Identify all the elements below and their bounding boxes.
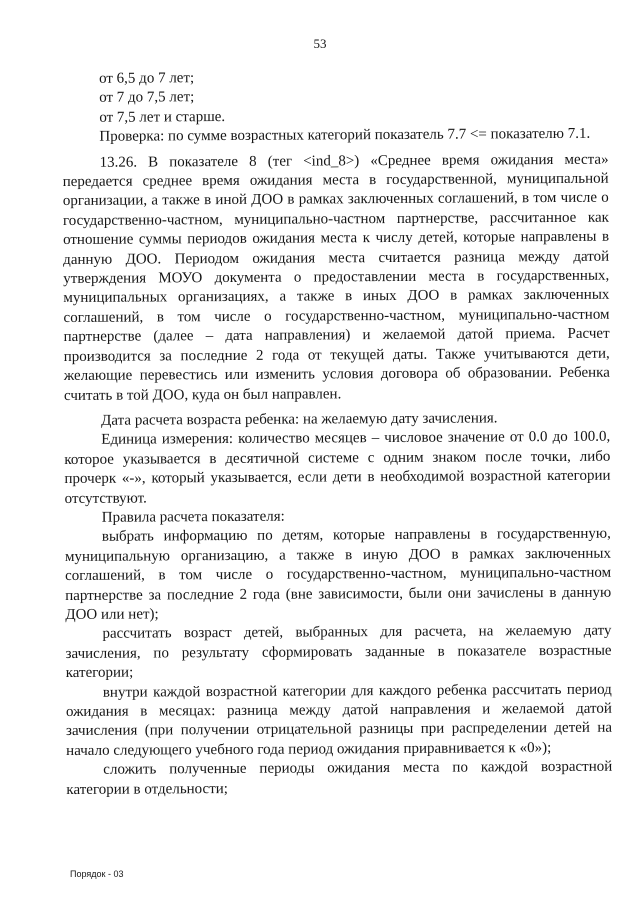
- document-body: [62, 67, 612, 800]
- footer-label: Порядок - 03: [70, 869, 124, 879]
- list-item: от 7,5 лет и старше.: [99, 108, 226, 126]
- list-item: от 6,5 до 7 лет;: [99, 70, 195, 87]
- list-item: от 7 до 7,5 лет;: [99, 89, 195, 107]
- paragraph-age-date: Дата расчета возраста ребенка: на желаемую дату зачисления.: [101, 410, 498, 429]
- paragraph-rule-select: выбрать информацию по детям, которые направлены в государственную, муниципальную организацию, а также в иную ДОО в рамках заключенных соглашений, в том числе о государственно-частном, муниципально-частном партнерстве за последние 2 года (вне зависимости, были они зачислены в данную ДОО или нет);: [64, 525, 612, 623]
- paragraph-unit: Единица измерения: количество месяцев – числовое значение от 0.0 до 100.0, которое указывается в десятичной системе с одним знаком после точки, либо прочерк «-», который указывается, если дети в необходимой возрастной категории отсутствуют.: [64, 428, 611, 507]
- paragraph-13-26: 13.26. В показателе 8 (тег <ind_8>) «Среднее время ожидания места» передается среднее время ожидания места в государственной, муниципальной организации, а также в иной ДОО в рамках заключенных соглашений, в том числе о государственно-частном, муниципально-частном партнерстве, рассчитанное как отношение суммы периодов ожидания места к числу детей, которые направлены в данную ДОО. Периодом ожидания места считается разница между датой утверждения МОУО документа о предоставлении места в государственных, муниципальных организациях, а также в иных ДОО в рамках заключенных соглашений, в том числе о государственно-частном, муниципально-частном партнерстве (далее – дата направления) и желаемой датой приема. Расчет производится за последние 2 года от текущей даты. Также учитываются дети, желающие перевестись или изменить условия договора об образовании. Ребенка считать в той ДОО, куда он был направлен.: [62, 151, 610, 404]
- paragraph-rule-waiting: внутри каждой возрастной категории для каждого ребенка рассчитать период ожидания в месяцах: разница между датой направления и желаемой датой зачисления (при получении отрицательной разницы при распределении детей на начало следующего учебного года период ожидания приравнивается к «0»);: [65, 681, 613, 759]
- paragraph-rule-sum: сложить полученные периоды ожидания места по каждой возрастной категории в отдельности;: [66, 758, 613, 798]
- paragraph-rules-heading: Правила расчета показателя:: [101, 508, 285, 526]
- check-line: Проверка: по сумме возрастных категорий показатель 7.7 <= показателю 7.1.: [99, 125, 591, 145]
- page-number: 53: [313, 36, 327, 51]
- paragraph-rule-age: рассчитать возраст детей, выбранных для расчета, на желаемую дату зачисления, по результату сформировать заданные в показателе возрастные категории;: [65, 623, 612, 682]
